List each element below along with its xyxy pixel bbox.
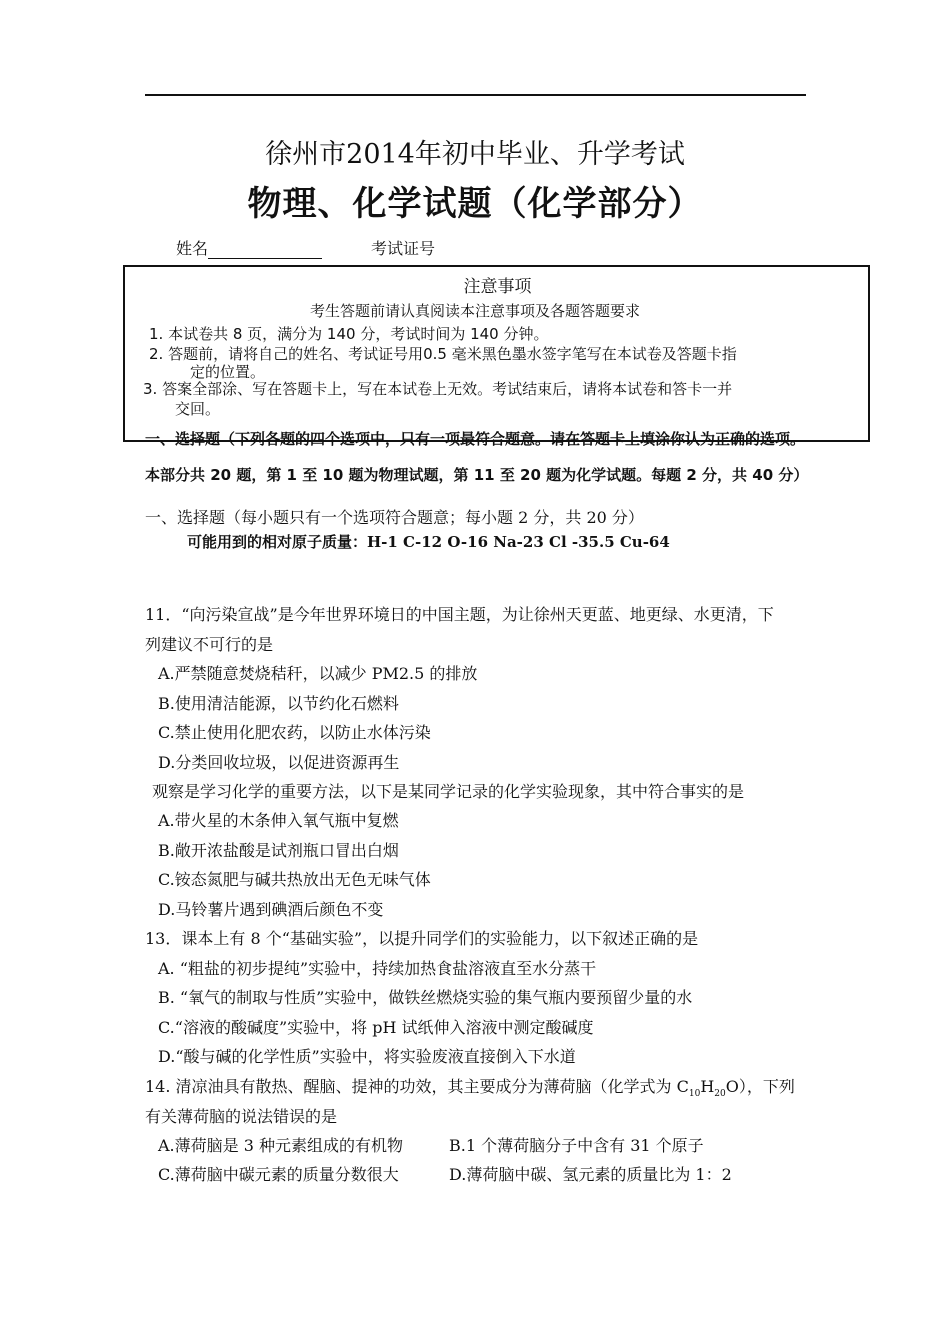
top-rule — [145, 94, 806, 96]
notice-title: 注意事项 — [463, 277, 532, 297]
name-field[interactable] — [176, 236, 322, 259]
q14-option-a[interactable]: A.薄荷脑是 3 种元素组成的有机物 — [158, 1136, 403, 1155]
paper-title: 物理、化学试题（化学部分） — [247, 184, 703, 224]
choice-subheading: 一、选择题（每小题只有一个选项符合题意；每小题 2 分，共 20 分） — [145, 508, 644, 527]
q14-option-d[interactable]: D.薄荷脑中碳、氢元素的质量比为 1：2 — [449, 1165, 732, 1184]
q14-sub-hydrogen: 20 — [714, 1089, 726, 1100]
q14-stem-cont: 有关薄荷脑的说法错误的是 — [145, 1107, 338, 1126]
q12-option-d[interactable]: D.马铃薯片遇到碘酒后颜色不变 — [158, 900, 384, 919]
q14-formula-h: H — [700, 1077, 715, 1096]
q13-option-a[interactable]: A. “粗盐的初步提纯”实验中，持续加热食盐溶液直至水分蒸干 — [158, 959, 597, 978]
exam-title: 徐州市2014年初中毕业、升学考试 — [265, 139, 685, 170]
q11-option-a[interactable]: A.严禁随意焚烧秸秆，以减少 PM2.5 的排放 — [158, 664, 478, 683]
q14-stem — [145, 1074, 795, 1099]
q12-option-b[interactable]: B.敞开浓盐酸是试剂瓶口冒出白烟 — [158, 841, 399, 860]
notice-subtitle: 考生答题前请认真阅读本注意事项及各题答题要求 — [309, 302, 640, 320]
q14-stem-text-end: O），下列 — [725, 1077, 795, 1096]
q14-option-c[interactable]: C.薄荷脑中碳元素的质量分数很大 — [158, 1165, 399, 1184]
q13-option-b[interactable]: B. “氧气的制取与性质”实验中，做铁丝燃烧实验的集气瓶内要预留少量的水 — [158, 988, 693, 1007]
q12-option-c[interactable]: C.铵态氮肥与碱共热放出无色无味气体 — [158, 870, 431, 889]
q11-option-c[interactable]: C.禁止使用化肥农药，以防止水体污染 — [158, 723, 431, 742]
q13-option-c[interactable]: C.“溶液的酸碱度”实验中，将 pH 试纸伸入溶液中测定酸碱度 — [158, 1018, 594, 1037]
q14-option-b[interactable]: B.1 个薄荷脑分子中含有 31 个原子 — [449, 1136, 704, 1155]
q11-stem: 11．“向污染宣战”是今年世界环境日的中国主题，为让徐州天更蓝、地更绿、水更清，下 — [145, 605, 774, 624]
notice-item-3-cont: 交回。 — [175, 400, 221, 418]
q14-stem-text: 14. 清凉油具有散热、醒脑、提神的功效，其主要成分为薄荷脑（化学式为 C — [145, 1077, 689, 1096]
q13-stem: 13．课本上有 8 个“基础实验”，以提升同学们的实验能力，以下叙述正确的是 — [145, 929, 699, 948]
name-blank[interactable] — [208, 243, 322, 259]
q13-option-d[interactable]: D.“酸与碱的化学性质”实验中，将实验废液直接倒入下水道 — [158, 1047, 576, 1066]
q14-sub-carbon: 10 — [688, 1089, 701, 1100]
exam-id-label: 考试证号 — [371, 239, 436, 258]
atomic-mass-note: 可能用到的相对原子质量：H-1 C-12 O-16 Na-23 Cl -35.5 Cu-64 — [187, 533, 670, 551]
name-label: 姓名 — [176, 239, 209, 258]
notice-item-1: 1. 本试卷共 8 页，满分为 140 分，考试时间为 140 分钟。 — [149, 325, 549, 343]
q12-stem: 观察是学习化学的重要方法，以下是某同学记录的化学实验现象，其中符合事实的是 — [152, 782, 745, 801]
q11-stem-cont: 列建议不可行的是 — [145, 635, 274, 654]
notice-item-2: 2. 答题前，请将自己的姓名、考试证号用0.5 毫米黑色墨水签字笔写在本试卷及答题卡指 — [149, 345, 737, 363]
q11-option-d[interactable]: D.分类回收垃圾，以促进资源再生 — [158, 753, 400, 772]
section-heading-2: 本部分共 20 题，第 1 至 10 题为物理试题，第 11 至 20 题为化学试题。每题 2 分，共 40 分） — [145, 466, 809, 484]
notice-item-3: 3. 答案全部涂、写在答题卡上，写在本试卷上无效。考试结束后，请将本试卷和答卡一并 — [143, 380, 733, 398]
notice-item-2-cont: 定的位置。 — [190, 363, 266, 381]
q12-option-a[interactable]: A.带火星的木条伸入氧气瓶中复燃 — [158, 811, 399, 830]
section-heading-1: 一、选择题（下列各题的四个选项中，只有一项最符合题意。请在答题卡上填涂你认为正确的选项。 — [145, 430, 806, 448]
q11-option-b[interactable]: B.使用清洁能源，以节约化石燃料 — [158, 694, 399, 713]
